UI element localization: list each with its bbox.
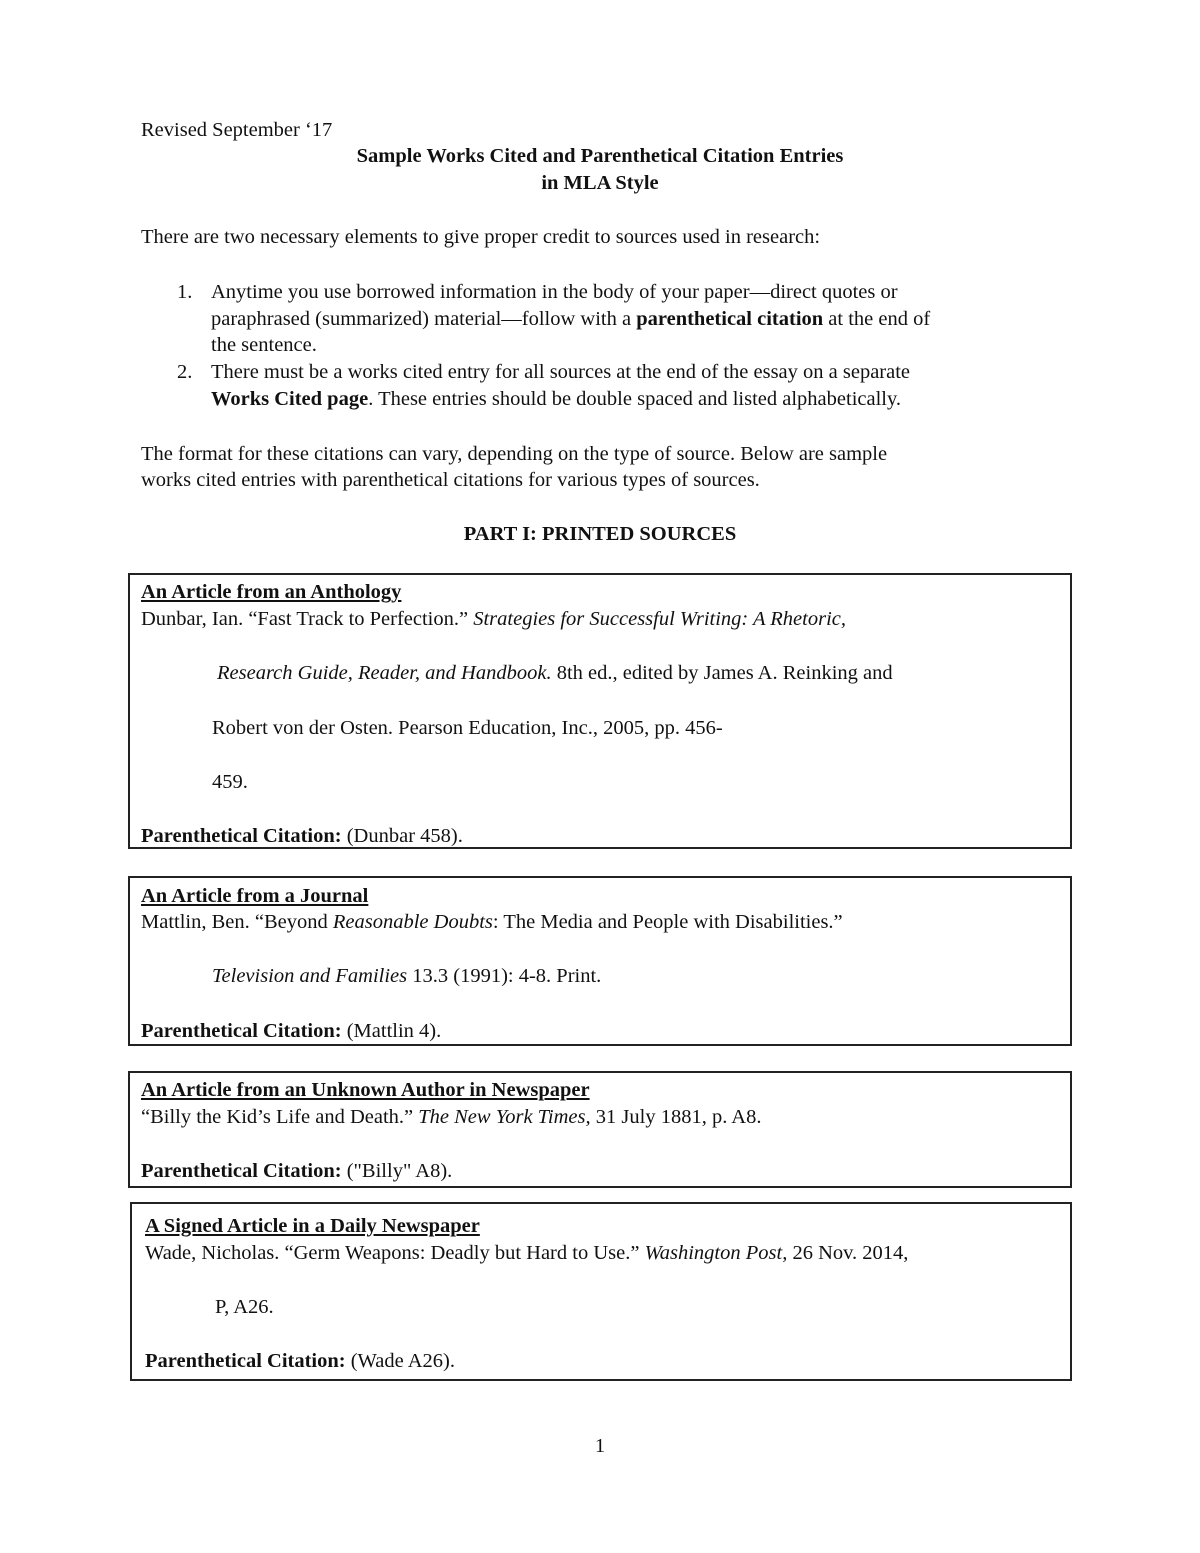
works-cited-line-2: Television and Families 13.3 (1991): 4-8. Print. xyxy=(212,965,602,987)
works-cited-line-4: 459. xyxy=(212,771,248,793)
works-cited-line-2: Research Guide, Reader, and Handbook. 8th ed., edited by James A. Reinking and xyxy=(217,662,893,684)
intro-paragraph: There are two necessary elements to give proper credit to sources used in research: xyxy=(141,226,821,248)
parenthetical-citation: Parenthetical Citation: ("Billy" A8). xyxy=(141,1160,453,1182)
list-number-2: 2. xyxy=(177,361,193,383)
revision-note: Revised September ‘17 xyxy=(141,119,333,141)
works-cited-page-term: Works Cited page xyxy=(211,388,369,410)
list-item-1-line-3: the sentence. xyxy=(211,334,317,356)
entry-heading: A Signed Article in a Daily Newspaper xyxy=(145,1215,480,1237)
parenthetical-citation-term: parenthetical citation xyxy=(636,308,824,330)
works-cited-line-1: Dunbar, Ian. “Fast Track to Perfection.” Strategies for Successful Writing: A Rhetoric, xyxy=(141,608,846,630)
list-number-1: 1. xyxy=(177,281,193,303)
parenthetical-citation: Parenthetical Citation: (Wade A26). xyxy=(145,1350,455,1372)
entry-heading: An Article from an Unknown Author in Newspaper xyxy=(141,1079,590,1101)
entry-heading: An Article from a Journal xyxy=(141,885,369,907)
entry-heading: An Article from an Anthology xyxy=(141,581,402,603)
format-paragraph-line-1: The format for these citations can vary, depending on the type of source. Below are sample xyxy=(141,443,888,465)
list-item-2-line-1: There must be a works cited entry for all sources at the end of the essay on a separate xyxy=(211,361,911,383)
works-cited-line-1: Wade, Nicholas. “Germ Weapons: Deadly but Hard to Use.” Washington Post, 26 Nov. 2014, xyxy=(145,1242,909,1264)
page-number: 1 xyxy=(594,1435,606,1457)
list-item-1-line-2: paraphrased (summarized) material—follow with a parenthetical citation at the end of xyxy=(211,308,931,330)
works-cited-line-3: Robert von der Osten. Pearson Education, Inc., 2005, pp. 456- xyxy=(212,717,723,739)
document-subtitle: in MLA Style xyxy=(541,172,659,194)
works-cited-line-2: P, A26. xyxy=(215,1296,274,1318)
works-cited-line-1: Mattlin, Ben. “Beyond Reasonable Doubts: The Media and People with Disabilities.” xyxy=(141,911,843,933)
parenthetical-citation: Parenthetical Citation: (Mattlin 4). xyxy=(141,1020,442,1042)
works-cited-line-1: “Billy the Kid’s Life and Death.” The New York Times, 31 July 1881, p. A8. xyxy=(141,1106,762,1128)
section-heading: PART I: PRINTED SOURCES xyxy=(463,523,737,545)
document-title: Sample Works Cited and Parenthetical Citation Entries xyxy=(356,145,844,167)
parenthetical-citation: Parenthetical Citation: (Dunbar 458). xyxy=(141,825,463,847)
list-item-2-line-2: Works Cited page. These entries should be double spaced and listed alphabetically. xyxy=(211,388,902,410)
list-item-1-line-1: Anytime you use borrowed information in the body of your paper—direct quotes or xyxy=(211,281,898,303)
format-paragraph-line-2: works cited entries with parenthetical citations for various types of sources. xyxy=(141,469,760,491)
